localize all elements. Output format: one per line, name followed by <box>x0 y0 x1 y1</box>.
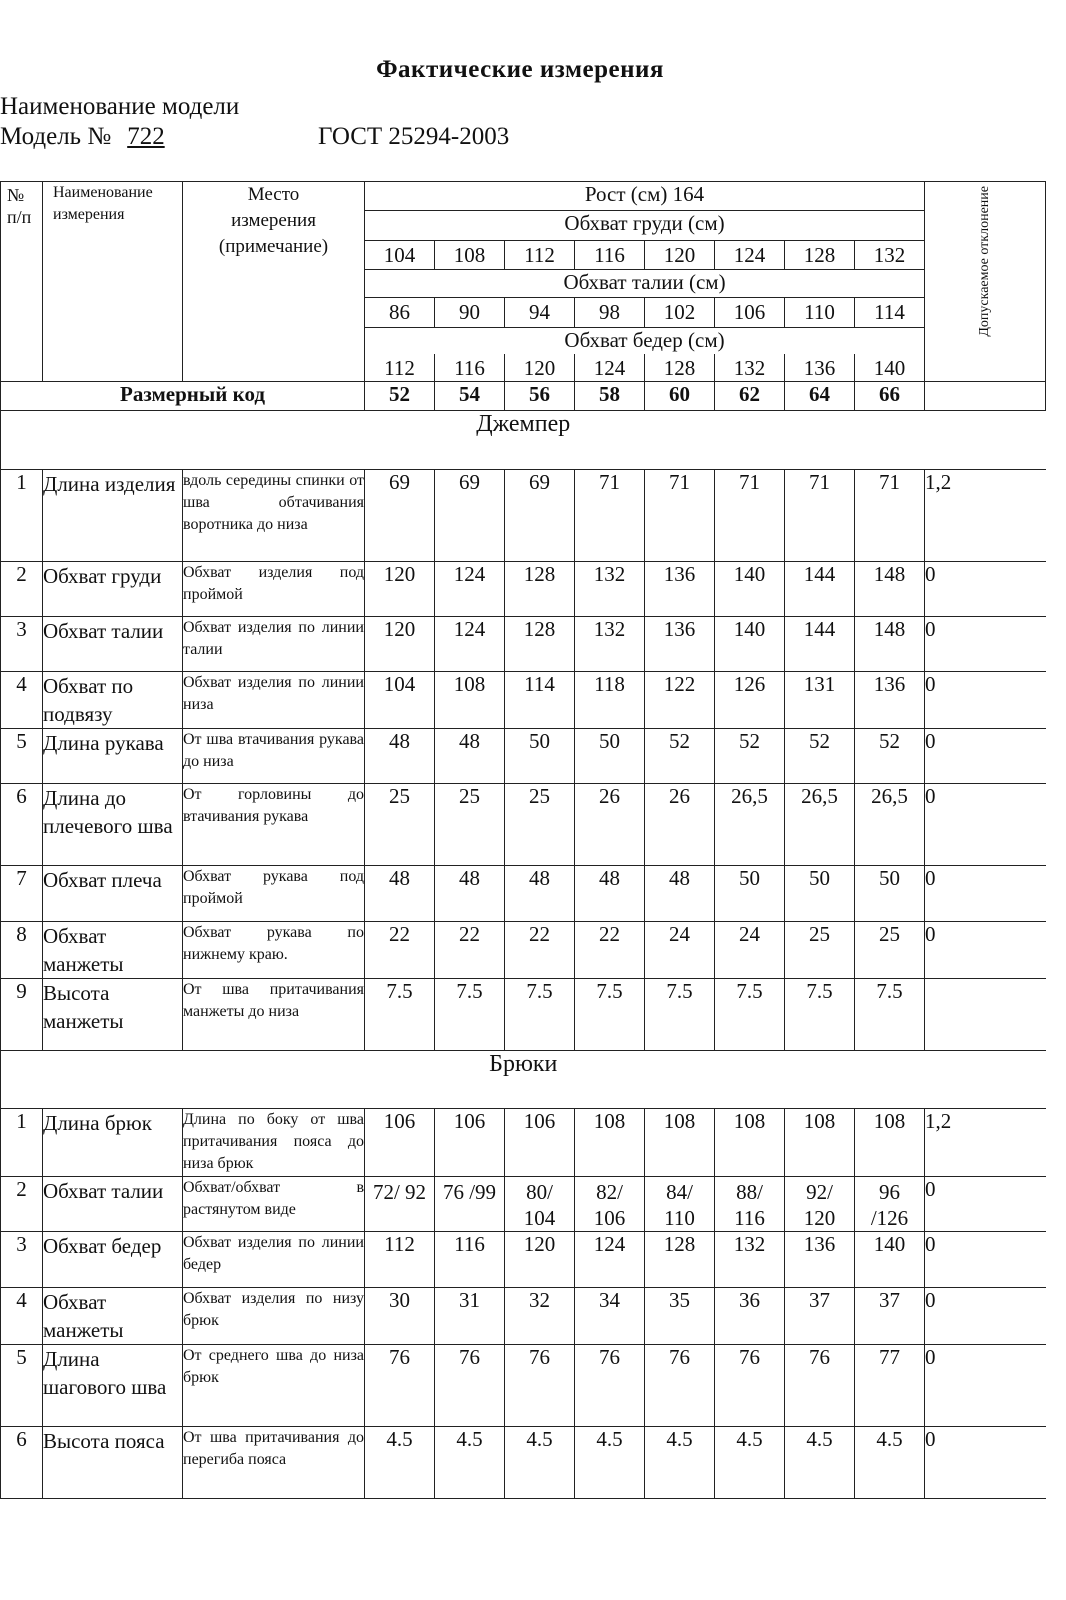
measurement-value: 88/ 116 <box>715 1177 785 1232</box>
measurement-value: 37 <box>785 1288 855 1345</box>
size-code-value: 66 <box>855 382 925 411</box>
measurement-value: 69 <box>435 470 505 562</box>
measurement-value: 52 <box>855 729 925 784</box>
measurement-name: Обхват груди <box>43 562 183 617</box>
measurement-name: Обхват бедер <box>43 1232 183 1288</box>
measurement-value: 48 <box>645 866 715 922</box>
row-number: 2 <box>1 1177 43 1232</box>
measurement-value: 25 <box>855 922 925 979</box>
model-number-label: Модель № <box>0 123 112 150</box>
measurement-value: 36 <box>715 1288 785 1345</box>
row-number: 5 <box>1 729 43 784</box>
chest-value: 112 <box>505 241 575 270</box>
measurement-name: Длина изделия <box>43 470 183 562</box>
measurement-value: 25 <box>785 922 855 979</box>
measurement-value: 120 <box>365 617 435 672</box>
measurement-place: От горловины до втачивания рукава <box>183 784 365 866</box>
measurement-tolerance: 0 <box>925 1345 1046 1427</box>
measurement-value: 52 <box>785 729 855 784</box>
measurement-value: 106 <box>365 1109 435 1177</box>
measurement-value: 4.5 <box>785 1427 855 1499</box>
measurement-place: вдоль середины спинки от шва обтачивания воротника до низа <box>183 470 365 562</box>
measurement-value: 120 <box>505 1232 575 1288</box>
measurement-value: 25 <box>505 784 575 866</box>
measurement-value: 126 <box>715 672 785 729</box>
hips-value: 140 <box>855 354 925 382</box>
measurement-value: 108 <box>435 672 505 729</box>
measurement-tolerance: 0 <box>925 729 1046 784</box>
table-row <box>1 672 1046 729</box>
measurement-value: 76 /99 <box>435 1177 505 1232</box>
table-row <box>1 922 1046 979</box>
measurement-value: 7.5 <box>785 979 855 1051</box>
height-header: Рост (см) 164 <box>365 182 925 211</box>
measurement-tolerance: 0 <box>925 672 1046 729</box>
measurement-value: 30 <box>365 1288 435 1345</box>
measurement-value: 128 <box>645 1232 715 1288</box>
row-number: 8 <box>1 922 43 979</box>
measurement-value: 48 <box>365 729 435 784</box>
measurement-value: 108 <box>645 1109 715 1177</box>
measurement-value: 4.5 <box>855 1427 925 1499</box>
hips-value: 132 <box>715 354 785 382</box>
size-code-value: 60 <box>645 382 715 411</box>
gost-standard: ГОСТ 25294-2003 <box>318 123 510 150</box>
table-row <box>1 866 1046 922</box>
measurement-value: 82/ 106 <box>575 1177 645 1232</box>
table-row <box>1 562 1046 617</box>
measurement-value: 76 <box>715 1345 785 1427</box>
measurement-tolerance: 1,2 <box>925 1109 1046 1177</box>
measurement-value: 122 <box>645 672 715 729</box>
measurement-value: 108 <box>715 1109 785 1177</box>
row-number: 3 <box>1 1232 43 1288</box>
size-code-label: Размерный код <box>1 382 365 411</box>
measurement-value: 116 <box>435 1232 505 1288</box>
measurement-value: 96 /126 <box>855 1177 925 1232</box>
measurement-value: 35 <box>645 1288 715 1345</box>
hips-value: 112 <box>365 354 435 382</box>
hips-header: Обхват бедер (см) <box>365 328 925 354</box>
measurement-value: 4.5 <box>365 1427 435 1499</box>
waist-value: 102 <box>645 298 715 328</box>
measurement-value: 144 <box>785 562 855 617</box>
measurement-place: Обхват изделия под проймой <box>183 562 365 617</box>
chest-value: 104 <box>365 241 435 270</box>
measurement-value: 32 <box>505 1288 575 1345</box>
measurement-value: 76 <box>575 1345 645 1427</box>
size-code-value: 62 <box>715 382 785 411</box>
measurement-value: 128 <box>505 562 575 617</box>
measurement-tolerance: 0 <box>925 1177 1046 1232</box>
size-code-value: 58 <box>575 382 645 411</box>
waist-value: 110 <box>785 298 855 328</box>
measurement-place: От шва втачивания рукава до низа <box>183 729 365 784</box>
measurement-tolerance: 1,2 <box>925 470 1046 562</box>
measurement-value: 77 <box>855 1345 925 1427</box>
measurement-name: Длина шагового шва <box>43 1345 183 1427</box>
measurement-value: 50 <box>505 729 575 784</box>
measurement-value: 22 <box>435 922 505 979</box>
measurement-value: 22 <box>575 922 645 979</box>
measurement-value: 104 <box>365 672 435 729</box>
measurement-value: 114 <box>505 672 575 729</box>
hips-value: 116 <box>435 354 505 382</box>
measurement-value: 140 <box>715 562 785 617</box>
measurement-tolerance: 0 <box>925 562 1046 617</box>
measurement-value: 140 <box>855 1232 925 1288</box>
measurement-value: 4.5 <box>575 1427 645 1499</box>
chest-value: 116 <box>575 241 645 270</box>
measurement-value: 52 <box>715 729 785 784</box>
measurement-name: Высота пояса <box>43 1427 183 1499</box>
measurement-value: 7.5 <box>575 979 645 1051</box>
row-number: 5 <box>1 1345 43 1427</box>
measurement-value: 136 <box>645 562 715 617</box>
measurement-value: 48 <box>435 866 505 922</box>
measurement-value: 124 <box>575 1232 645 1288</box>
measurement-name: Обхват манжеты <box>43 922 183 979</box>
measurement-tolerance: 0 <box>925 1288 1046 1345</box>
measurement-value: 80/ 104 <box>505 1177 575 1232</box>
measurement-value: 4.5 <box>715 1427 785 1499</box>
table-row <box>1 617 1046 672</box>
measurement-value: 37 <box>855 1288 925 1345</box>
measurement-value: 124 <box>435 562 505 617</box>
measurement-value: 25 <box>435 784 505 866</box>
measurement-value: 106 <box>435 1109 505 1177</box>
row-number: 1 <box>1 1109 43 1177</box>
tolerance-label: Допускаемое отклонение <box>977 186 993 337</box>
measurement-value: 148 <box>855 617 925 672</box>
measurement-value: 144 <box>785 617 855 672</box>
measurement-value: 52 <box>645 729 715 784</box>
measurement-value: 132 <box>575 617 645 672</box>
measurement-value: 148 <box>855 562 925 617</box>
measurement-value: 4.5 <box>505 1427 575 1499</box>
size-code-value: 52 <box>365 382 435 411</box>
measurement-value: 76 <box>365 1345 435 1427</box>
row-number: 7 <box>1 866 43 922</box>
header-name: Наименование измерения <box>43 182 183 382</box>
measurement-value: 4.5 <box>645 1427 715 1499</box>
chest-value: 120 <box>645 241 715 270</box>
measurement-place: От шва притачивания манжеты до низа <box>183 979 365 1051</box>
measurement-place: Обхват изделия по низу брюк <box>183 1288 365 1345</box>
measurement-tolerance: 0 <box>925 1232 1046 1288</box>
chest-value: 132 <box>855 241 925 270</box>
measurement-value: 108 <box>855 1109 925 1177</box>
measurement-value: 50 <box>785 866 855 922</box>
measurement-place: Обхват рукава под проймой <box>183 866 365 922</box>
measurement-value: 48 <box>435 729 505 784</box>
measurement-place: Обхват изделия по линии бедер <box>183 1232 365 1288</box>
measurement-value: 26,5 <box>715 784 785 866</box>
measurement-value: 26 <box>645 784 715 866</box>
section-title: Брюки <box>1 1051 1046 1109</box>
measurement-value: 34 <box>575 1288 645 1345</box>
measurement-place: Обхват/обхват в растянутом виде <box>183 1177 365 1232</box>
page-title: Фактические измерения <box>376 56 664 83</box>
measurement-value: 7.5 <box>435 979 505 1051</box>
measurement-value: 48 <box>575 866 645 922</box>
row-number: 6 <box>1 1427 43 1499</box>
measurement-value: 26 <box>575 784 645 866</box>
measurement-tolerance <box>925 979 1046 1051</box>
measurement-value: 136 <box>645 617 715 672</box>
row-number: 4 <box>1 672 43 729</box>
waist-value: 106 <box>715 298 785 328</box>
row-number: 4 <box>1 1288 43 1345</box>
measurement-value: 71 <box>785 470 855 562</box>
measurement-value: 69 <box>505 470 575 562</box>
model-name-label: Наименование модели <box>0 93 240 120</box>
measurement-value: 69 <box>365 470 435 562</box>
section-title: Джемпер <box>1 411 1046 470</box>
waist-value: 86 <box>365 298 435 328</box>
chest-header: Обхват груди (см) <box>365 211 925 241</box>
measurement-value: 132 <box>715 1232 785 1288</box>
measurement-tolerance: 0 <box>925 617 1046 672</box>
measurements-table <box>0 181 1046 1499</box>
measurement-value: 7.5 <box>365 979 435 1051</box>
table-row <box>1 1109 1046 1177</box>
measurement-value: 50 <box>575 729 645 784</box>
measurement-value: 26,5 <box>785 784 855 866</box>
size-code-value: 54 <box>435 382 505 411</box>
measurement-value: 50 <box>715 866 785 922</box>
measurement-value: 22 <box>365 922 435 979</box>
row-number: 3 <box>1 617 43 672</box>
measurement-name: Обхват плеча <box>43 866 183 922</box>
table-row <box>1 979 1046 1051</box>
header-no: № п/п <box>1 182 43 382</box>
measurement-name: Обхват манжеты <box>43 1288 183 1345</box>
measurement-value: 50 <box>855 866 925 922</box>
measurement-value: 108 <box>575 1109 645 1177</box>
measurement-value: 136 <box>785 1232 855 1288</box>
measurement-tolerance: 0 <box>925 866 1046 922</box>
waist-value: 90 <box>435 298 505 328</box>
measurement-value: 7.5 <box>505 979 575 1051</box>
measurement-place: Длина по боку от шва притачивания пояса до низа брюк <box>183 1109 365 1177</box>
model-number: 722 <box>127 123 165 150</box>
measurement-place: Обхват изделия по линии талии <box>183 617 365 672</box>
table-row <box>1 470 1046 562</box>
measurement-value: 7.5 <box>645 979 715 1051</box>
table-row <box>1 1232 1046 1288</box>
measurement-value: 4.5 <box>435 1427 505 1499</box>
measurement-value: 132 <box>575 562 645 617</box>
measurement-name: Обхват по подвязу <box>43 672 183 729</box>
hips-value: 136 <box>785 354 855 382</box>
row-number: 9 <box>1 979 43 1051</box>
measurement-value: 48 <box>505 866 575 922</box>
hips-value: 124 <box>575 354 645 382</box>
measurement-name: Длина рукава <box>43 729 183 784</box>
table-row <box>1 1288 1046 1345</box>
table-row <box>1 729 1046 784</box>
measurement-tolerance: 0 <box>925 784 1046 866</box>
measurement-value: 71 <box>645 470 715 562</box>
table-row <box>1 784 1046 866</box>
measurement-value: 108 <box>785 1109 855 1177</box>
measurement-place: Обхват рукава по нижнему краю. <box>183 922 365 979</box>
measurement-value: 120 <box>365 562 435 617</box>
header-place: Место измерения (примечание) <box>183 182 365 382</box>
model-number-line <box>0 123 185 151</box>
waist-value: 114 <box>855 298 925 328</box>
measurement-value: 24 <box>715 922 785 979</box>
measurement-value: 7.5 <box>715 979 785 1051</box>
size-code-value: 64 <box>785 382 855 411</box>
chest-value: 108 <box>435 241 505 270</box>
waist-header: Обхват талии (см) <box>365 270 925 298</box>
measurement-name: Длина до плечевого шва <box>43 784 183 866</box>
measurement-value: 76 <box>785 1345 855 1427</box>
row-number: 6 <box>1 784 43 866</box>
measurement-value: 7.5 <box>855 979 925 1051</box>
measurement-value: 26,5 <box>855 784 925 866</box>
measurement-value: 76 <box>645 1345 715 1427</box>
chest-value: 124 <box>715 241 785 270</box>
table-row <box>1 1177 1046 1232</box>
measurement-place: От среднего шва до низа брюк <box>183 1345 365 1427</box>
measurement-value: 22 <box>505 922 575 979</box>
measurement-value: 76 <box>435 1345 505 1427</box>
measurement-value: 106 <box>505 1109 575 1177</box>
measurement-name: Обхват талии <box>43 1177 183 1232</box>
size-code-tolerance <box>925 382 1046 411</box>
table-row <box>1 1427 1046 1499</box>
measurement-value: 72/ 92 <box>365 1177 435 1232</box>
table-row <box>1 1345 1046 1427</box>
tolerance-header <box>925 182 1046 382</box>
measurement-place: От шва притачивания до перегиба пояса <box>183 1427 365 1499</box>
measurement-tolerance: 0 <box>925 1427 1046 1499</box>
measurement-name: Длина брюк <box>43 1109 183 1177</box>
measurement-name: Высота манжеты <box>43 979 183 1051</box>
measurement-tolerance: 0 <box>925 922 1046 979</box>
size-code-value: 56 <box>505 382 575 411</box>
measurement-value: 92/ 120 <box>785 1177 855 1232</box>
measurement-value: 136 <box>855 672 925 729</box>
measurement-value: 140 <box>715 617 785 672</box>
measurement-value: 84/ 110 <box>645 1177 715 1232</box>
measurement-value: 131 <box>785 672 855 729</box>
measurement-value: 24 <box>645 922 715 979</box>
hips-value: 120 <box>505 354 575 382</box>
measurement-place: Обхват изделия по линии низа <box>183 672 365 729</box>
waist-value: 98 <box>575 298 645 328</box>
measurement-value: 71 <box>575 470 645 562</box>
row-number: 1 <box>1 470 43 562</box>
chest-value: 128 <box>785 241 855 270</box>
row-number: 2 <box>1 562 43 617</box>
waist-value: 94 <box>505 298 575 328</box>
measurement-name: Обхват талии <box>43 617 183 672</box>
hips-value: 128 <box>645 354 715 382</box>
measurement-value: 124 <box>435 617 505 672</box>
measurement-value: 25 <box>365 784 435 866</box>
measurement-value: 31 <box>435 1288 505 1345</box>
measurement-value: 71 <box>855 470 925 562</box>
measurement-value: 71 <box>715 470 785 562</box>
measurement-value: 112 <box>365 1232 435 1288</box>
measurement-value: 118 <box>575 672 645 729</box>
measurement-value: 128 <box>505 617 575 672</box>
measurement-value: 76 <box>505 1345 575 1427</box>
measurement-value: 48 <box>365 866 435 922</box>
